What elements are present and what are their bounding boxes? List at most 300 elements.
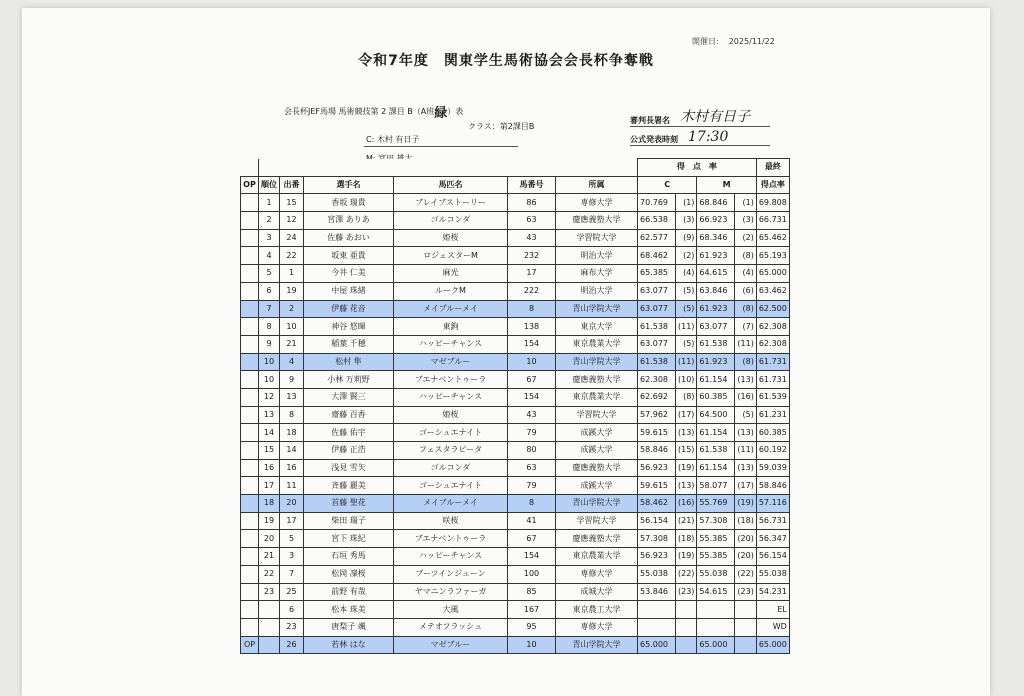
table-row <box>241 194 790 212</box>
table-row <box>241 618 790 636</box>
table-row <box>241 335 790 353</box>
rider-cell: 浅見 雪矢 <box>304 459 394 477</box>
final-score-cell: 56.731 <box>756 512 789 530</box>
final-score-cell: 61.731 <box>756 353 789 371</box>
rider-cell: 若林 はな <box>304 636 394 654</box>
c-score-cell: 58.462 <box>638 495 676 513</box>
rider-cell: 坂東 亜貴 <box>304 247 394 265</box>
m-score-cell: 66.923 <box>697 212 735 230</box>
table-row <box>241 388 790 406</box>
horse-no-cell: 43 <box>508 406 556 424</box>
table-row <box>241 424 790 442</box>
time-row <box>630 127 770 146</box>
rank-cell: 4 <box>259 247 280 265</box>
rank-cell: 17 <box>259 477 280 495</box>
rider-cell: 佐藤 あおい <box>304 229 394 247</box>
m-score-cell: 61.923 <box>697 353 735 371</box>
c-rank-cell: (22) <box>676 565 697 583</box>
horse-no-cell: 79 <box>508 424 556 442</box>
rider-cell: 稲葉 千穂 <box>304 335 394 353</box>
time-label: 公式発表時刻 <box>630 135 678 144</box>
final-score-cell: WD <box>756 618 789 636</box>
c-score-cell <box>638 618 676 636</box>
rider-cell: 伊藤 正浩 <box>304 442 394 460</box>
rank-cell: 22 <box>259 565 280 583</box>
c-rank-cell: (2) <box>676 247 697 265</box>
c-rank-cell: (11) <box>676 353 697 371</box>
class-label: クラス：第2課目B <box>468 122 535 131</box>
school-cell: 慶應義塾大学 <box>556 212 638 230</box>
rider-cell: 齋藤 百香 <box>304 406 394 424</box>
table-row <box>241 459 790 477</box>
rider-cell: 今井 仁美 <box>304 265 394 283</box>
horse-no-cell: 222 <box>508 282 556 300</box>
col-bib: 出番 <box>280 176 304 194</box>
horse-cell: ハッピーチャンス <box>394 548 508 566</box>
table-row <box>241 477 790 495</box>
result-sheet <box>22 8 990 696</box>
horse-no-cell: 41 <box>508 512 556 530</box>
rank-cell: 3 <box>259 229 280 247</box>
rider-cell: 小林 万莉野 <box>304 371 394 389</box>
rank-cell: 19 <box>259 512 280 530</box>
table-row <box>241 636 790 654</box>
op-cell <box>241 265 259 283</box>
horse-no-cell: 43 <box>508 229 556 247</box>
m-rank-cell: (4) <box>735 265 756 283</box>
op-cell <box>241 388 259 406</box>
horse-cell: フェスタラピータ <box>394 442 508 460</box>
horse-no-cell: 154 <box>508 388 556 406</box>
table-row <box>241 406 790 424</box>
signature-value: 木村有日子 <box>680 109 750 125</box>
horse-cell: ブエナベントゥーラ <box>394 371 508 389</box>
c-rank-cell: (11) <box>676 318 697 336</box>
op-cell <box>241 583 259 601</box>
rank-cell: 10 <box>259 353 280 371</box>
c-rank-cell: (5) <box>676 300 697 318</box>
c-rank-cell: (21) <box>676 512 697 530</box>
school-cell: 青山学院大学 <box>556 636 638 654</box>
school-cell: 専修大学 <box>556 565 638 583</box>
bib-cell: 15 <box>280 194 304 212</box>
c-score-cell: 65.000 <box>638 636 676 654</box>
school-cell: 専修大学 <box>556 194 638 212</box>
bib-cell: 26 <box>280 636 304 654</box>
school-cell: 東京農業大学 <box>556 388 638 406</box>
horse-cell: ルークM <box>394 282 508 300</box>
c-rank-cell <box>676 636 697 654</box>
m-rank-cell: (20) <box>735 548 756 566</box>
school-cell: 慶應義塾大学 <box>556 530 638 548</box>
final-score-cell: 69.808 <box>756 194 789 212</box>
c-rank-cell: (5) <box>676 335 697 353</box>
op-cell <box>241 459 259 477</box>
rider-cell: 松本 珠美 <box>304 601 394 619</box>
subtitle-handwritten: 緑 <box>434 106 448 121</box>
op-cell <box>241 442 259 460</box>
m-rank-cell: (22) <box>735 565 756 583</box>
c-score-cell: 55.038 <box>638 565 676 583</box>
col-horse: 馬匹名 <box>394 176 508 194</box>
m-rank-cell <box>735 618 756 636</box>
horse-no-cell: 138 <box>508 318 556 336</box>
school-cell: 学習院大学 <box>556 229 638 247</box>
school-cell: 明治大学 <box>556 282 638 300</box>
rider-cell: 柴田 瑞子 <box>304 512 394 530</box>
table-row <box>241 300 790 318</box>
final-score-cell: 59.039 <box>756 459 789 477</box>
rider-cell: 前野 有哉 <box>304 583 394 601</box>
horse-no-cell: 10 <box>508 636 556 654</box>
c-score-cell: 63.077 <box>638 335 676 353</box>
m-rank-cell: (8) <box>735 247 756 265</box>
m-rank-cell <box>735 601 756 619</box>
horse-cell: ゴーシュエナイト <box>394 477 508 495</box>
rider-cell: 神谷 悠暉 <box>304 318 394 336</box>
c-score-cell: 61.538 <box>638 318 676 336</box>
m-rank-cell: (20) <box>735 530 756 548</box>
rider-cell: 中屋 珠緒 <box>304 282 394 300</box>
c-rank-cell: (4) <box>676 265 697 283</box>
horse-no-cell: 154 <box>508 335 556 353</box>
school-cell: 学習院大学 <box>556 512 638 530</box>
horse-cell: ゴーシュエナイト <box>394 424 508 442</box>
rider-cell: 石垣 秀馬 <box>304 548 394 566</box>
c-score-cell: 61.538 <box>638 353 676 371</box>
col-rider: 選手名 <box>304 176 394 194</box>
signature-row <box>630 108 770 127</box>
rider-cell: 宮澤 ありあ <box>304 212 394 230</box>
c-rank-cell: (17) <box>676 406 697 424</box>
rank-cell: 7 <box>259 300 280 318</box>
school-cell: 麻布大学 <box>556 265 638 283</box>
m-score-cell <box>697 618 735 636</box>
school-cell: 学習院大学 <box>556 406 638 424</box>
subtitle-prefix: 会長杯JEF馬場 馬術競技第 2 課目 B（A班 <box>284 107 435 116</box>
horse-cell: マゼブルー <box>394 636 508 654</box>
c-score-cell: 66.538 <box>638 212 676 230</box>
horse-cell: メテオフラッシュ <box>394 618 508 636</box>
m-rank-cell: (8) <box>735 300 756 318</box>
horse-no-cell: 8 <box>508 495 556 513</box>
col-op: OP <box>241 176 259 194</box>
table-row <box>241 565 790 583</box>
horse-cell: ブーツインジューン <box>394 565 508 583</box>
test-subtitle <box>284 102 463 121</box>
op-cell <box>241 371 259 389</box>
op-cell <box>241 335 259 353</box>
c-score-cell: 56.923 <box>638 548 676 566</box>
school-cell: 成城大学 <box>556 583 638 601</box>
horse-cell: メイプルーメイ <box>394 300 508 318</box>
rank-cell: 12 <box>259 388 280 406</box>
final-score-cell: 55.038 <box>756 565 789 583</box>
m-rank-cell: (16) <box>735 388 756 406</box>
c-score-cell: 53.846 <box>638 583 676 601</box>
school-cell: 成蹊大学 <box>556 442 638 460</box>
horse-no-cell: 86 <box>508 194 556 212</box>
horse-cell: 大風 <box>394 601 508 619</box>
rank-cell <box>259 636 280 654</box>
bib-cell: 9 <box>280 371 304 389</box>
bib-cell: 18 <box>280 424 304 442</box>
m-score-cell: 61.154 <box>697 424 735 442</box>
bib-cell: 14 <box>280 442 304 460</box>
rank-cell: 20 <box>259 530 280 548</box>
c-score-cell: 62.692 <box>638 388 676 406</box>
op-cell <box>241 300 259 318</box>
op-cell <box>241 282 259 300</box>
m-rank-cell: (19) <box>735 495 756 513</box>
m-score-cell: 55.038 <box>697 565 735 583</box>
final-score-cell: 54.231 <box>756 583 789 601</box>
school-cell: 慶應義塾大学 <box>556 371 638 389</box>
bib-cell: 6 <box>280 601 304 619</box>
final-score-cell: 61.231 <box>756 406 789 424</box>
m-score-cell: 55.385 <box>697 530 735 548</box>
rider-cell: 斉藤 麗美 <box>304 477 394 495</box>
c-rank-cell: (1) <box>676 194 697 212</box>
rider-cell: 大澤 賢三 <box>304 388 394 406</box>
c-score-cell: 59.615 <box>638 477 676 495</box>
rank-cell: 13 <box>259 406 280 424</box>
c-score-cell: 62.308 <box>638 371 676 389</box>
horse-no-cell: 80 <box>508 442 556 460</box>
horse-no-cell: 67 <box>508 530 556 548</box>
c-score-cell: 70.769 <box>638 194 676 212</box>
horse-cell: 東鉤 <box>394 318 508 336</box>
table-row <box>241 512 790 530</box>
horse-cell: メイブルーメイ <box>394 495 508 513</box>
rank-cell: 2 <box>259 212 280 230</box>
c-rank-cell: (13) <box>676 424 697 442</box>
col-rank: 順位 <box>259 176 280 194</box>
horse-cell: 姫桜 <box>394 229 508 247</box>
c-rank-cell <box>676 618 697 636</box>
c-score-cell: 63.077 <box>638 282 676 300</box>
event-date <box>682 36 775 47</box>
m-score-cell: 54.615 <box>697 583 735 601</box>
final-score-cell: 61.539 <box>756 388 789 406</box>
horse-no-cell: 232 <box>508 247 556 265</box>
rider-cell: 松岡 凜桜 <box>304 565 394 583</box>
op-cell <box>241 548 259 566</box>
table-row <box>241 495 790 513</box>
c-score-cell: 56.154 <box>638 512 676 530</box>
m-score-cell: 65.000 <box>697 636 735 654</box>
horse-no-cell: 63 <box>508 459 556 477</box>
horse-no-cell: 8 <box>508 300 556 318</box>
bib-cell: 1 <box>280 265 304 283</box>
bib-cell: 12 <box>280 212 304 230</box>
results-body <box>241 194 790 654</box>
m-rank-cell: (1) <box>735 194 756 212</box>
op-cell <box>241 565 259 583</box>
table-row <box>241 601 790 619</box>
table-row <box>241 442 790 460</box>
table-row <box>241 371 790 389</box>
c-score-cell: 63.077 <box>638 300 676 318</box>
c-rank-cell: (5) <box>676 282 697 300</box>
table-row <box>241 247 790 265</box>
op-cell <box>241 194 259 212</box>
c-score-cell: 57.308 <box>638 530 676 548</box>
m-score-cell: 60.385 <box>697 388 735 406</box>
table-row <box>241 229 790 247</box>
date-label: 開催日: <box>692 37 719 46</box>
horse-cell: ゴルコンダ <box>394 212 508 230</box>
op-cell: OP <box>241 636 259 654</box>
op-cell <box>241 618 259 636</box>
c-rank-cell: (23) <box>676 583 697 601</box>
horse-cell: ハッピーチャンス <box>394 335 508 353</box>
m-score-cell: 61.923 <box>697 247 735 265</box>
table-row <box>241 212 790 230</box>
school-cell: 青山学院大学 <box>556 300 638 318</box>
m-rank-cell: (5) <box>735 406 756 424</box>
table-row <box>241 318 790 336</box>
m-rank-cell: (11) <box>735 335 756 353</box>
op-cell <box>241 477 259 495</box>
bib-cell: 22 <box>280 247 304 265</box>
c-score-cell: 62.577 <box>638 229 676 247</box>
op-cell <box>241 229 259 247</box>
bib-cell: 7 <box>280 565 304 583</box>
m-score-cell: 68.346 <box>697 229 735 247</box>
horse-cell: ゴルコンダ <box>394 459 508 477</box>
horse-cell: ヤマニンラファーガ <box>394 583 508 601</box>
rank-cell: 1 <box>259 194 280 212</box>
final-score-cell: 63.462 <box>756 282 789 300</box>
c-score-cell: 58.846 <box>638 442 676 460</box>
bib-cell: 10 <box>280 318 304 336</box>
header-row <box>241 176 790 194</box>
rank-cell <box>259 618 280 636</box>
header-row-top <box>241 159 790 177</box>
op-cell <box>241 495 259 513</box>
m-score-cell: 61.923 <box>697 300 735 318</box>
rank-cell: 14 <box>259 424 280 442</box>
signature-label: 審判長署名 <box>630 116 670 125</box>
rank-cell: 15 <box>259 442 280 460</box>
c-score-cell: 68.462 <box>638 247 676 265</box>
bib-cell: 24 <box>280 229 304 247</box>
time-value: 17:30 <box>688 129 729 145</box>
horse-cell: ブレイブストーリー <box>394 194 508 212</box>
horse-no-cell: 95 <box>508 618 556 636</box>
bib-cell: 2 <box>280 300 304 318</box>
c-rank-cell: (19) <box>676 548 697 566</box>
m-score-cell: 55.385 <box>697 548 735 566</box>
bib-cell: 23 <box>280 618 304 636</box>
op-cell <box>241 601 259 619</box>
m-rank-cell: (17) <box>735 477 756 495</box>
m-rank-cell: (6) <box>735 282 756 300</box>
horse-cell: ロジェスターM <box>394 247 508 265</box>
c-score-cell <box>638 601 676 619</box>
c-rank-cell: (9) <box>676 229 697 247</box>
bib-cell: 5 <box>280 530 304 548</box>
bib-cell: 25 <box>280 583 304 601</box>
m-score-cell: 61.154 <box>697 371 735 389</box>
score-group-header: 得 点 率 <box>638 159 757 177</box>
rank-cell: 5 <box>259 265 280 283</box>
bib-cell: 20 <box>280 495 304 513</box>
rider-cell: 香坂 瑞貴 <box>304 194 394 212</box>
bib-cell: 17 <box>280 512 304 530</box>
c-rank-cell: (19) <box>676 459 697 477</box>
horse-cell: 姫桜 <box>394 406 508 424</box>
final-score-cell: 60.192 <box>756 442 789 460</box>
c-rank-cell: (10) <box>676 371 697 389</box>
horse-no-cell: 100 <box>508 565 556 583</box>
col-m: M <box>697 176 756 194</box>
m-rank-cell: (7) <box>735 318 756 336</box>
m-rank-cell: (13) <box>735 371 756 389</box>
final-score-cell: 57.116 <box>756 495 789 513</box>
rider-cell: 松村 隼 <box>304 353 394 371</box>
results-table <box>240 158 790 654</box>
c-rank-cell: (18) <box>676 530 697 548</box>
col-final: 得点率 <box>756 176 789 194</box>
page-title: 令和7年度 関東学生馬術協会会長杯争奪戦 <box>358 53 654 69</box>
horse-no-cell: 63 <box>508 212 556 230</box>
horse-cell: マゼブルー <box>394 353 508 371</box>
m-rank-cell: (13) <box>735 459 756 477</box>
m-rank-cell: (3) <box>735 212 756 230</box>
horse-cell: ハッピーチャンス <box>394 388 508 406</box>
col-horse-no: 馬番号 <box>508 176 556 194</box>
m-score-cell <box>697 601 735 619</box>
c-score-cell: 56.923 <box>638 459 676 477</box>
table-row <box>241 265 790 283</box>
c-score-cell: 65.385 <box>638 265 676 283</box>
op-cell <box>241 247 259 265</box>
c-rank-cell: (16) <box>676 495 697 513</box>
subtitle-suffix: ）表 <box>447 107 464 116</box>
m-score-cell: 55.769 <box>697 495 735 513</box>
judge-c: C: 木村 有日子 <box>364 132 518 147</box>
m-score-cell: 61.538 <box>697 442 735 460</box>
rider-cell: 宮下 珠紀 <box>304 530 394 548</box>
m-rank-cell: (13) <box>735 424 756 442</box>
rank-cell: 21 <box>259 548 280 566</box>
op-cell <box>241 212 259 230</box>
final-score-cell: EL <box>756 601 789 619</box>
final-score-cell: 58.846 <box>756 477 789 495</box>
final-score-cell: 65.462 <box>756 229 789 247</box>
c-rank-cell: (15) <box>676 442 697 460</box>
c-rank-cell: (8) <box>676 388 697 406</box>
rank-cell: 10 <box>259 371 280 389</box>
final-score-cell: 60.385 <box>756 424 789 442</box>
m-score-cell: 63.846 <box>697 282 735 300</box>
m-score-cell: 64.500 <box>697 406 735 424</box>
horse-no-cell: 85 <box>508 583 556 601</box>
table-row <box>241 548 790 566</box>
final-score-cell: 56.154 <box>756 548 789 566</box>
op-cell <box>241 424 259 442</box>
final-score-cell: 62.308 <box>756 335 789 353</box>
rider-cell: 唐梨子 颯 <box>304 618 394 636</box>
final-score-cell: 65.000 <box>756 636 789 654</box>
col-c: C <box>638 176 697 194</box>
m-score-cell: 61.154 <box>697 459 735 477</box>
horse-cell: 咲桜 <box>394 512 508 530</box>
rank-cell: 18 <box>259 495 280 513</box>
horse-no-cell: 79 <box>508 477 556 495</box>
